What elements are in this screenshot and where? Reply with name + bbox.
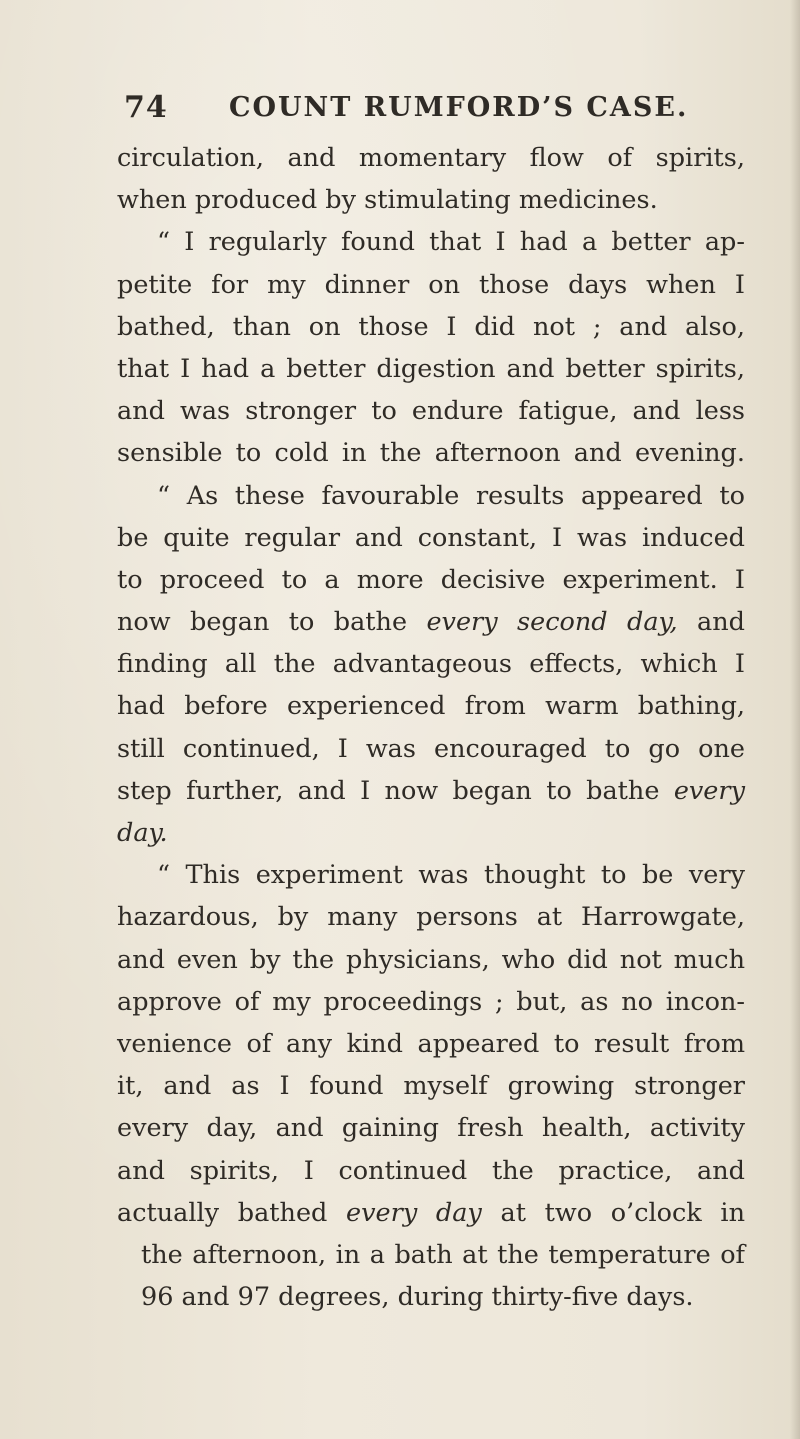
text-line: approve of my proceedings ; but, as no incon- — [117, 986, 745, 1017]
text-line: and spirits, I continued the practice, and — [117, 1155, 745, 1186]
running-head: COUNT RUMFORD’S CASE. — [229, 92, 689, 123]
text-line: had before experienced from warm bathing, — [117, 691, 745, 722]
text-line: “ This experiment was thought to be very — [157, 860, 745, 891]
page-header — [124, 90, 689, 130]
body-text — [117, 137, 745, 1318]
text-line — [117, 812, 745, 854]
text-line: finding all the advantageous effects, which I — [117, 649, 745, 680]
text-line: every day, and gaining fresh health, activity — [117, 1113, 745, 1144]
page-edge-shadow — [790, 0, 800, 1439]
text-line: venience of any kind appeared to result from — [117, 1028, 745, 1059]
page-number: 74 — [124, 90, 168, 125]
italic-run: day. — [117, 818, 168, 848]
text-line: and was stronger to endure fatigue, and less — [117, 396, 745, 427]
text-line: it, and as I found myself growing stronger — [117, 1071, 745, 1102]
text-line: “ I regularly found that I had a better ap- — [157, 227, 745, 258]
text-line: hazardous, by many persons at Harrowgate, — [117, 902, 745, 933]
text-line — [117, 601, 745, 643]
text-run: actually bathed — [117, 1197, 347, 1228]
text-line: circulation, and momentary flow of spirits, — [117, 143, 745, 173]
text-line: to proceed to a more decisive experiment. I — [117, 564, 745, 595]
text-line — [117, 770, 745, 812]
text-line: petite for my dinner on those days when I — [117, 269, 745, 300]
italic-run: every second day, — [426, 607, 678, 638]
text-line — [117, 1192, 745, 1234]
text-line: sensible to cold in the afternoon and evening. — [117, 438, 745, 469]
text-line: be quite regular and constant, I was induced — [117, 522, 745, 553]
text-line: when produced by stimulating medicines. — [117, 185, 658, 216]
italic-run: every — [673, 775, 745, 806]
text-line: and even by the physicians, who did not much — [117, 944, 745, 975]
text-line: the afternoon, in a bath at the temperature of — [141, 1239, 745, 1270]
text-line: “ As these favourable results appeared to — [157, 480, 745, 511]
text-line: 96 and 97 degrees, during thirty-five days. — [141, 1282, 694, 1313]
text-run: at two o’clock in — [481, 1197, 745, 1228]
text-line: bathed, than on those I did not ; and also, — [117, 311, 745, 342]
text-run: step further, and I now began to bathe — [117, 775, 674, 806]
text-line: that I had a better digestion and better spirits, — [117, 353, 745, 384]
text-run: and — [677, 607, 746, 638]
italic-run: every day — [346, 1197, 482, 1228]
text-line: still continued, I was encouraged to go one — [117, 733, 745, 764]
text-run: now began to bathe — [117, 607, 427, 638]
